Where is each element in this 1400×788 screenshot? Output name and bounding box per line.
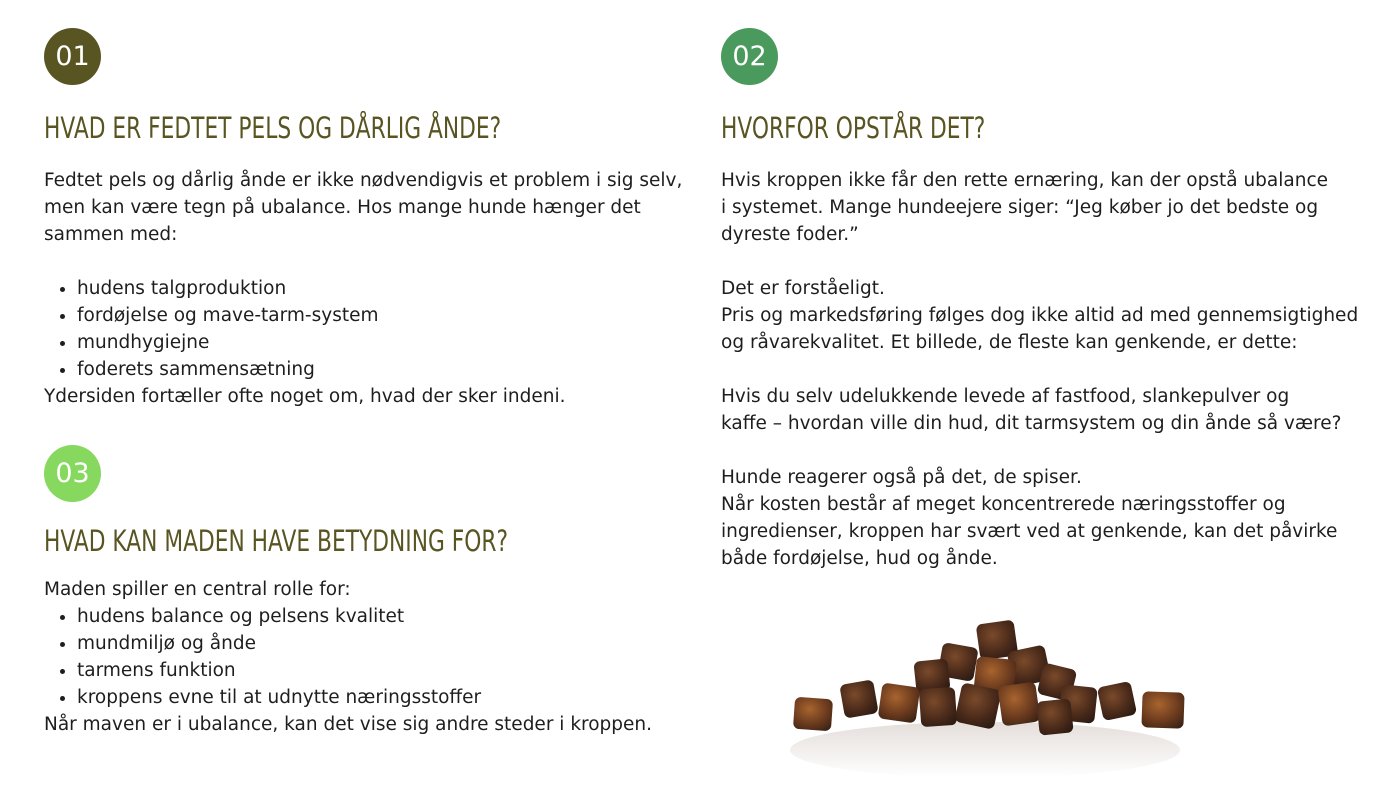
paragraph-line: i systemet. Mange hundeejere siger: “Jeg køber jo det bedste og — [721, 197, 1319, 218]
paragraph-line: Hunde reagerer også på det, de spiser. — [721, 467, 1082, 488]
list-item: • fordøjelse og mave-tarm-system — [77, 302, 682, 329]
section-02-body — [721, 167, 1358, 572]
paragraph-line: Fedtet pels og dårlig ånde er ikke nødvendigvis et problem i sig selv, — [44, 170, 683, 191]
list-item: • hudens balance og pelsens kvalitet — [77, 603, 652, 630]
paragraph-line: og råvarekvalitet. Et billede, de fleste kan genkende, er dette: — [721, 332, 1298, 353]
list-item: • tarmens funktion — [77, 657, 652, 684]
paragraph-line: Ydersiden fortæller ofte noget om, hvad der sker indeni. — [44, 386, 566, 407]
paragraph-line: Det er forståeligt. — [721, 278, 885, 299]
step-badge-01: 01 — [44, 28, 101, 85]
dog-treats-pile-image — [770, 600, 1210, 780]
section-03-title: HVAD KAN MADEN HAVE BETYDNING FOR? — [44, 524, 509, 558]
paragraph-line: kaffe – hvordan ville din hud, dit tarmsystem og din ånde så være? — [721, 413, 1342, 434]
paragraph-line: Hvis kroppen ikke får den rette ernæring, kan der opstå ubalance — [721, 170, 1329, 191]
section-01-body — [44, 167, 682, 410]
paragraph-line: sammen med: — [44, 224, 178, 245]
paragraph-line: Hvis du selv udelukkende levede af fastfood, slankepulver og — [721, 386, 1290, 407]
step-badge-03: 03 — [44, 445, 101, 502]
list-item: • mundhygiejne — [77, 329, 682, 356]
section-01-title: HVAD ER FEDTET PELS OG DÅRLIG ÅNDE? — [44, 111, 502, 145]
list-item: • foderets sammensætning — [77, 356, 682, 383]
paragraph-line: både fordøjelse, hud og ånde. — [721, 548, 998, 569]
paragraph-line: men kan være tegn på ubalance. Hos mange hunde hænger det — [44, 197, 641, 218]
paragraph-line: dyreste foder.” — [721, 224, 859, 245]
paragraph-line: Pris og markedsføring følges dog ikke altid ad med gennemsigtighed — [721, 305, 1359, 326]
section-02 — [721, 28, 1381, 588]
step-badge-02: 02 — [721, 28, 778, 85]
paragraph-line: ingredienser, kroppen har svært ved at genkende, kan det påvirke — [721, 521, 1338, 542]
section-03 — [44, 445, 694, 745]
bullet-list — [44, 275, 682, 383]
list-item: • kroppens evne til at udnytte næringsstoffer — [77, 684, 652, 711]
section-02-title: HVORFOR OPSTÅR DET? — [721, 111, 986, 145]
paragraph-line: Når maven er i ubalance, kan det vise sig andre steder i kroppen. — [44, 714, 653, 735]
bullet-list — [44, 603, 652, 711]
list-item: • mundmiljø og ånde — [77, 630, 652, 657]
section-03-body — [44, 576, 652, 738]
section-01 — [44, 28, 694, 418]
paragraph-line: Maden spiller en central rolle for: — [44, 579, 351, 600]
paragraph-line: Når kosten består af meget koncentrerede næringsstoffer og — [721, 494, 1286, 515]
list-item: • hudens talgproduktion — [77, 275, 682, 302]
